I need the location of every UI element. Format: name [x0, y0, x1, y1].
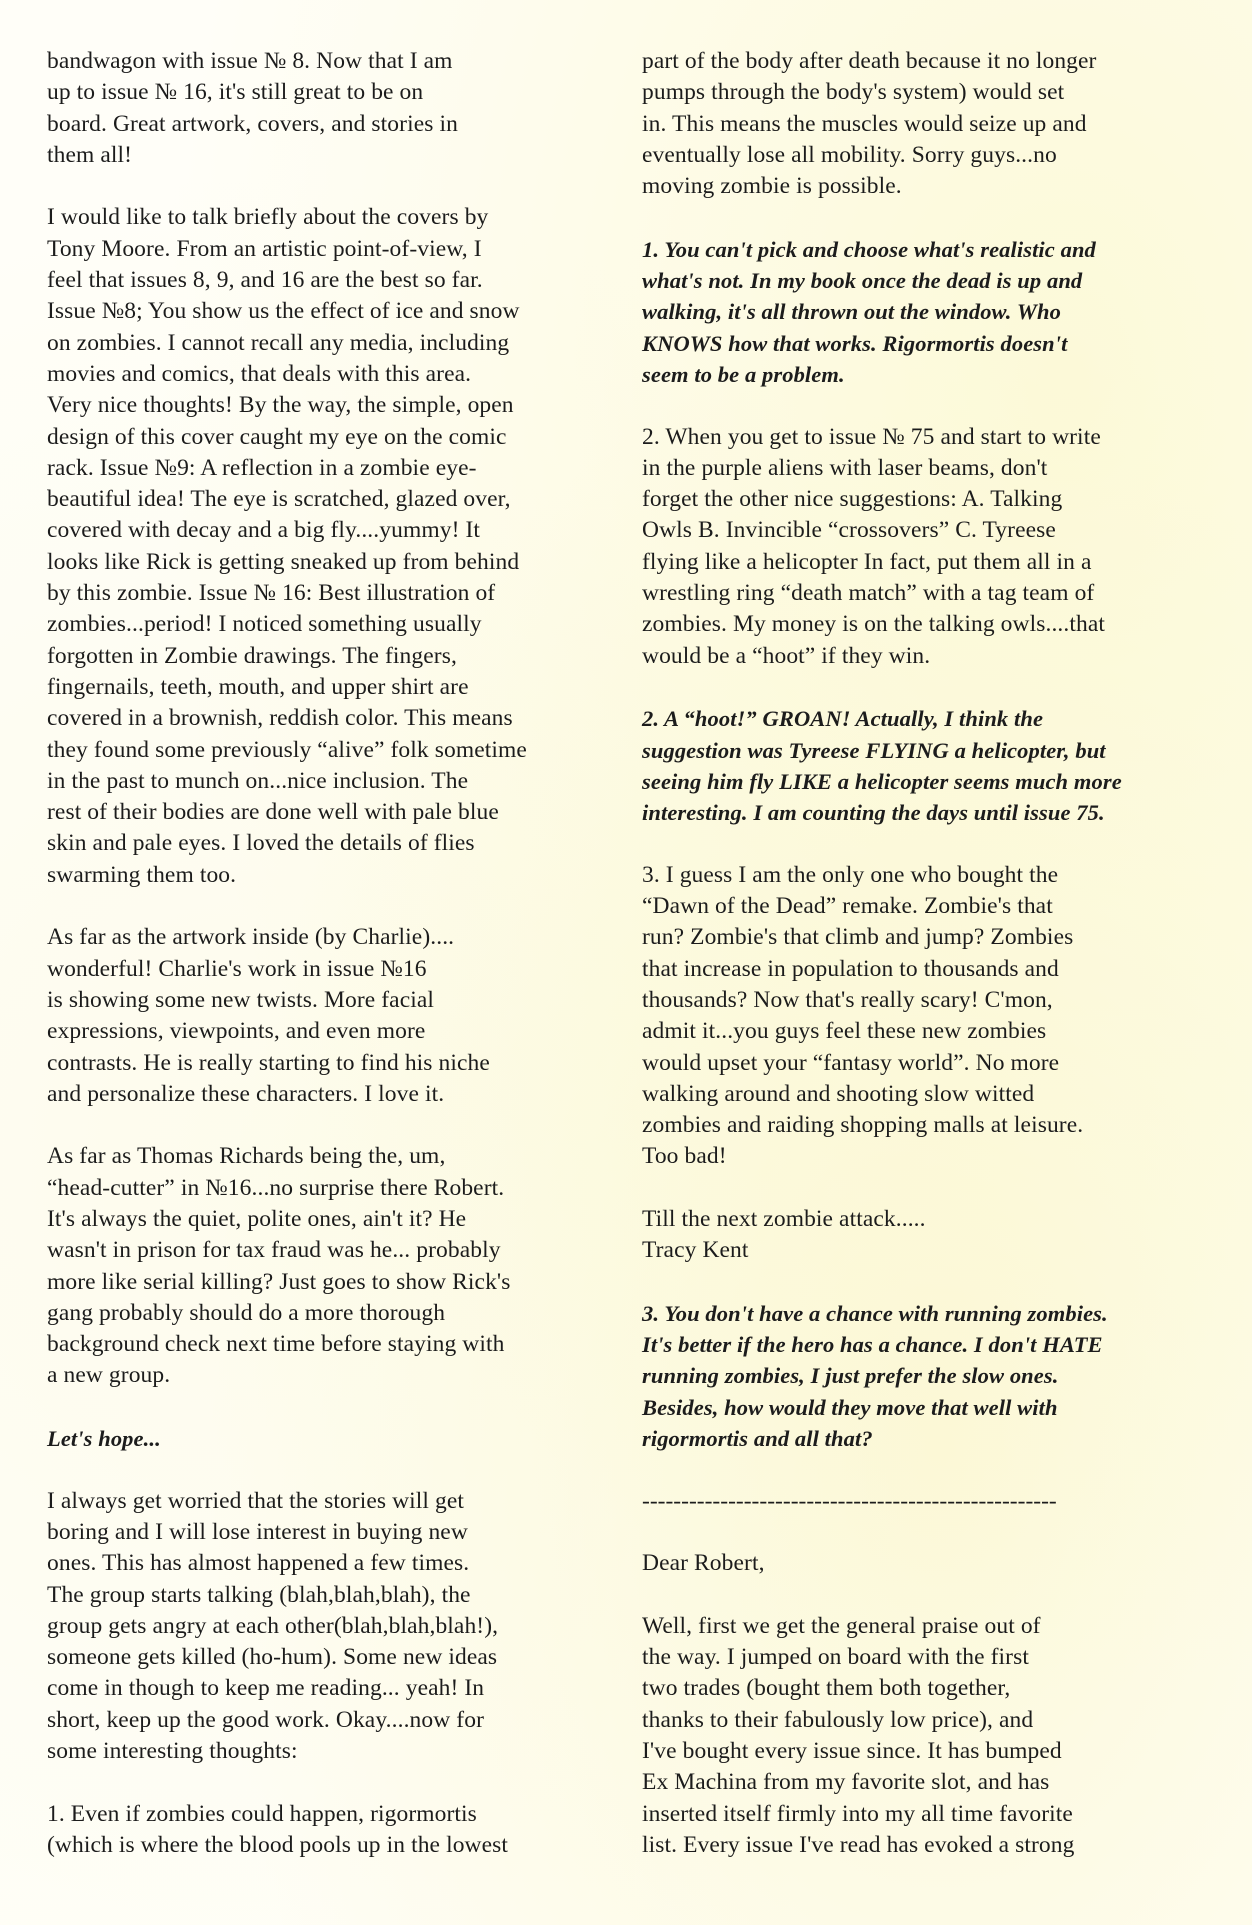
text-line: forgotten in Zombie drawings. The fingers, [47, 642, 457, 669]
right-editor-reply-1 [642, 234, 1212, 390]
text-line: pumps through the body's system) would set [642, 79, 1065, 106]
text-line: group gets angry at each other(blah,blah,blah!), [47, 1612, 499, 1639]
left-paragraph-1 [47, 202, 617, 891]
text-line: the way. I jumped on board with the first [642, 1644, 1029, 1671]
right-column [642, 46, 1212, 1893]
text-line: what's not. In my book once the dead is up and [642, 268, 1083, 294]
left-paragraph-6 [47, 1799, 617, 1862]
text-line: 2. A “hoot!” GROAN! Actually, I think the [642, 706, 1044, 732]
text-line: short, keep up the good work. Okay....now for [47, 1706, 484, 1733]
text-line: run? Zombie's that climb and jump? Zombies [642, 924, 1074, 951]
text-line: Tracy Kent [642, 1237, 749, 1264]
text-line: wonderful! Charlie's work in issue №16 [47, 955, 427, 982]
text-line: As far as Thomas Richards being the, um, [47, 1143, 446, 1170]
text-line: 3. I guess I am the only one who bought the [642, 861, 1059, 888]
text-line: expressions, viewpoints, and even more [47, 1018, 426, 1045]
text-line: zombies and raiding shopping malls at leisure. [642, 1112, 1084, 1139]
text-line: looks like Rick is getting sneaked up from behind [47, 548, 520, 575]
text-line: KNOWS how that works. Rigormortis doesn't [642, 330, 1068, 356]
text-line: come in though to keep me reading... yeah! In [47, 1675, 485, 1702]
text-line: up to issue № 16, it's still great to be on [47, 79, 424, 106]
text-line: bandwagon with issue № 8. Now that I am [47, 48, 453, 74]
text-line: running zombies, I just prefer the slow ones. [642, 1363, 1059, 1389]
text-line: in. This means the muscles would seize up and [642, 110, 1087, 137]
text-line: boring and I will lose interest in buying new [47, 1518, 468, 1545]
right-editor-reply-3 [642, 703, 1212, 828]
text-line: beautiful idea! The eye is scratched, glazed over, [47, 486, 511, 513]
text-line: background check next time before staying with [47, 1331, 505, 1358]
text-line: walking, it's all thrown out the window. Who [642, 299, 1061, 325]
text-line: covered with decay and a big fly....yummy! It [47, 517, 481, 544]
text-line: Let's hope... [47, 1426, 161, 1452]
text-line: and personalize these characters. I love it. [47, 1080, 445, 1107]
text-line: feel that issues 8, 9, and 16 are the best so far. [47, 267, 483, 294]
text-line: Owls B. Invincible “crossovers” C. Tyreese [642, 517, 1056, 544]
text-line: rack. Issue №9: A reflection in a zombie eye- [47, 454, 477, 481]
left-paragraph-2 [47, 922, 617, 1110]
text-line: 3. You don't have a chance with running zombies. [642, 1300, 1108, 1326]
right-paragraph-0 [642, 46, 1212, 202]
text-line: board. Great artwork, covers, and stories in [47, 110, 458, 137]
text-line: some interesting thoughts: [47, 1738, 298, 1765]
right-paragraph-8 [642, 1548, 1212, 1579]
text-line: they found some previously “alive” folk sometime [47, 736, 527, 763]
text-line: ones. This has almost happened a few times. [47, 1550, 470, 1577]
text-line: covered in a brownish, reddish color. This means [47, 705, 513, 732]
text-line: fingernails, teeth, mouth, and upper shirt are [47, 673, 469, 700]
text-line: Very nice thoughts! By the way, the simple, open [47, 392, 514, 419]
text-line: ----------------------------------------------------- [642, 1487, 1057, 1514]
text-line: “head-cutter” in №16...no surprise there Robert. [47, 1174, 505, 1201]
text-line: eventually lose all mobility. Sorry guys...no [642, 141, 1057, 168]
text-line: would be a “hoot” if they win. [642, 642, 931, 669]
text-line: skin and pale eyes. I loved the details of flies [47, 830, 475, 857]
text-line: movies and comics, that deals with this area. [47, 360, 472, 387]
text-line: Besides, how would they move that well with [642, 1394, 1058, 1420]
right-paragraph-2 [642, 422, 1212, 672]
text-line: wasn't in prison for tax fraud was he... probably [47, 1237, 501, 1264]
text-line: suggestion was Tyreese FLYING a helicopter, but [642, 737, 1106, 763]
text-line: Till the next zombie attack..... [642, 1205, 926, 1232]
text-line: interesting. I am counting the days until issue 75. [642, 800, 1105, 826]
text-line: rigormortis and all that? [642, 1426, 873, 1452]
right-paragraph-4 [642, 860, 1212, 1173]
right-paragraph-9 [642, 1611, 1212, 1861]
text-line: more like serial killing? Just goes to show Rick's [47, 1268, 511, 1295]
text-line: that increase in population to thousands and [642, 955, 1059, 982]
left-paragraph-5 [47, 1486, 617, 1768]
text-line: Tony Moore. From an artistic point-of-view, I [47, 235, 482, 262]
text-line: It's always the quiet, polite ones, ain't it? He [47, 1205, 467, 1232]
text-line: Dear Robert, [642, 1550, 765, 1577]
right-divider-7 [642, 1486, 1212, 1517]
text-line: I've bought every issue since. It has bumped [642, 1738, 1062, 1765]
text-line: It's better if the hero has a chance. I don't HATE [642, 1332, 1103, 1358]
text-line: wrestling ring “death match” with a tag team of [642, 580, 1095, 607]
text-line: flying like a helicopter In fact, put them all in a [642, 548, 1092, 575]
text-line: zombies...period! I noticed something usually [47, 611, 482, 638]
left-editor-reply-4 [47, 1423, 617, 1454]
text-line: The group starts talking (blah,blah,blah), the [47, 1581, 471, 1608]
text-line: someone gets killed (ho-hum). Some new ideas [47, 1644, 498, 1671]
text-line: zombies. My money is on the talking owls....that [642, 611, 1106, 638]
text-line: swarming them too. [47, 861, 237, 888]
left-column [47, 46, 617, 1893]
text-line: thousands? Now that's really scary! C'mon, [642, 986, 1053, 1013]
right-paragraph-5 [642, 1204, 1212, 1267]
text-line: is showing some new twists. More facial [47, 986, 435, 1013]
right-editor-reply-6 [642, 1298, 1212, 1454]
text-line: seeing him fly LIKE a helicopter seems much more [642, 768, 1122, 794]
text-line: design of this cover caught my eye on the comic [47, 423, 507, 450]
left-paragraph-0 [47, 46, 617, 171]
text-line: I would like to talk briefly about the covers by [47, 204, 489, 231]
text-line: walking around and shooting slow witted [642, 1080, 1035, 1107]
text-line: moving zombie is possible. [642, 173, 902, 200]
text-line: inserted itself firmly into my all time favorite [642, 1800, 1073, 1827]
text-line: on zombies. I cannot recall any media, including [47, 329, 510, 356]
left-paragraph-3 [47, 1141, 617, 1391]
text-line: gang probably should do a more thorough [47, 1299, 446, 1326]
text-line: “Dawn of the Dead” remake. Zombie's that [642, 893, 1053, 920]
text-line: thanks to their fabulously low price), and [642, 1706, 1034, 1733]
text-line: would upset your “fantasy world”. No more [642, 1049, 1060, 1076]
text-line: them all! [47, 141, 133, 168]
text-line: seem to be a problem. [642, 361, 845, 387]
text-line: contrasts. He is really starting to find his niche [47, 1049, 490, 1076]
text-line: 2. When you get to issue № 75 and start to write [642, 423, 1101, 450]
text-line: 1. Even if zombies could happen, rigormortis [47, 1800, 477, 1827]
text-line: Issue №8; You show us the effect of ice and snow [47, 298, 520, 325]
text-line: forget the other nice suggestions: A. Talking [642, 486, 1063, 513]
text-line: I always get worried that the stories will get [47, 1487, 465, 1514]
text-line: Well, first we get the general praise out of [642, 1612, 1041, 1639]
text-line: admit it...you guys feel these new zombies [642, 1018, 1047, 1045]
text-line: in the past to munch on...nice inclusion. The [47, 767, 469, 794]
text-line: Too bad! [642, 1143, 727, 1170]
text-line: in the purple aliens with laser beams, don't [642, 454, 1048, 481]
text-line: by this zombie. Issue № 16: Best illustration of [47, 580, 496, 607]
text-line: part of the body after death because it no longer [642, 48, 1097, 74]
text-line: As far as the artwork inside (by Charlie).... [47, 924, 455, 951]
text-line: list. Every issue I've read has evoked a strong [642, 1831, 1075, 1858]
text-line: a new group. [47, 1362, 171, 1389]
text-line: rest of their bodies are done well with pale blue [47, 799, 499, 826]
text-line: (which is where the blood pools up in the lowest [47, 1831, 509, 1858]
text-line: Ex Machina from my favorite slot, and has [642, 1769, 1050, 1796]
text-line: two trades (bought them both together, [642, 1675, 1011, 1702]
text-line: 1. You can't pick and choose what's realistic and [642, 236, 1096, 262]
